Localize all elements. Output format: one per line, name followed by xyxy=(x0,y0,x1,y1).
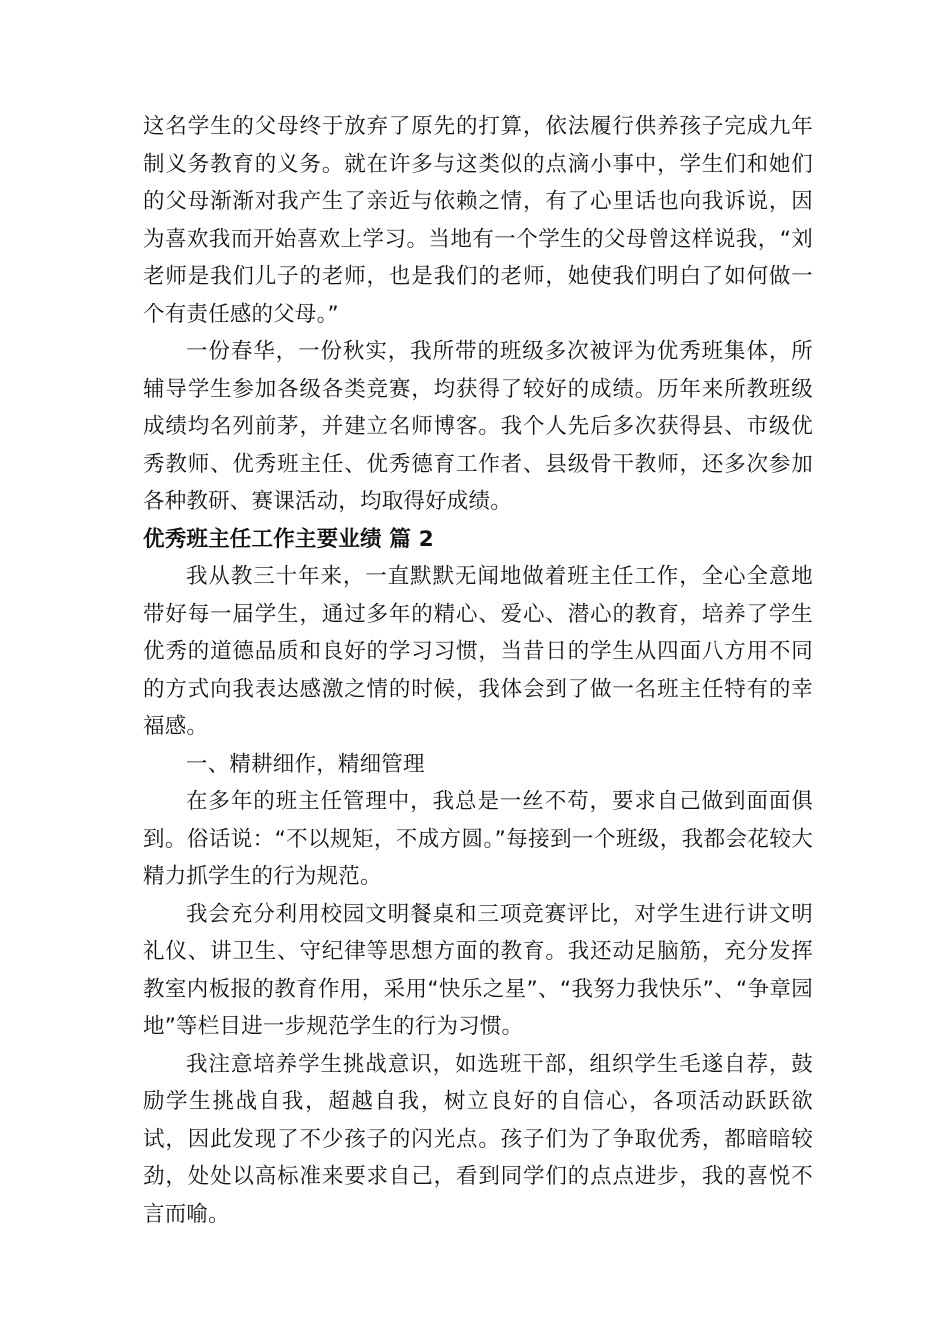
document-body xyxy=(143,108,813,1233)
subheading-1: 一、精耕细作，精细管理 xyxy=(186,751,425,777)
paragraph-4: 在多年的班主任管理中，我总是一丝不苟，要求自己做到面面俱到。俗话说：“不以规矩，不成方圆。”每接到一个班级，我都会花较大精力抓学生的行为规范。 xyxy=(143,789,813,889)
paragraph-6: 我注意培养学生挑战意识，如选班干部，组织学生毛遂自荐，鼓励学生挑战自我，超越自我，树立良好的自信心，各项活动跃跃欲试，因此发现了不少孩子的闪光点。孩子们为了争取优秀，都暗暗较劲，处处以高标准来要求自己，看到同学们的点点进步，我的喜悦不言而喻。 xyxy=(143,1051,813,1227)
paragraph-5: 我会充分利用校园文明餐桌和三项竞赛评比，对学生进行讲文明礼仪、讲卫生、守纪律等思想方面的教育。我还动足脑筋，充分发挥教室内板报的教育作用，采用“快乐之星”、“我努力我快乐”、“争章园地”等栏目进一步规范学生的行为习惯。 xyxy=(143,901,813,1039)
paragraph-1: 这名学生的父母终于放弃了原先的打算，依法履行供养孩子完成九年制义务教育的义务。就在许多与这类似的点滴小事中，学生们和她们的父母渐渐对我产生了亲近与依赖之情，有了心里话也向我诉说，因为喜欢我而开始喜欢上学习。当地有一个学生的父母曾这样说我，“刘老师是我们儿子的老师，也是我们的老师，她使我们明白了如何做一个有责任感的父母。” xyxy=(143,114,813,327)
paragraph-2: 一份春华，一份秋实，我所带的班级多次被评为优秀班集体，所辅导学生参加各级各类竞赛，均获得了较好的成绩。历年来所教班级成绩均名列前茅，并建立名师博客。我个人先后多次获得县、市级优秀教师、优秀班主任、优秀德育工作者、县级骨干教师，还多次参加各种教研、赛课活动，均取得好成绩。 xyxy=(143,339,813,514)
paragraph-3: 我从教三十年来，一直默默无闻地做着班主任工作，全心全意地带好每一届学生，通过多年的精心、爱心、潜心的教育，培养了学生优秀的道德品质和良好的学习习惯，当昔日的学生从四面八方用不同的方式向我表达感激之情的时候，我体会到了做一名班主任特有的幸福感。 xyxy=(143,564,813,739)
section-heading: 优秀班主任工作主要业绩 篇 2 xyxy=(143,526,434,552)
